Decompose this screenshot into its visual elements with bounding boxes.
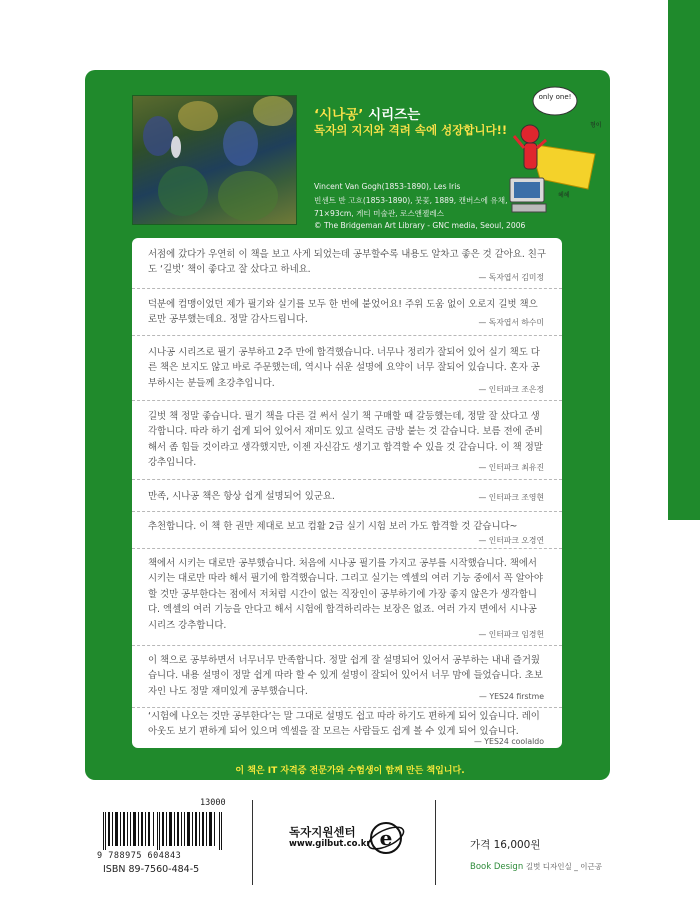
mascot-illustration bbox=[500, 84, 600, 224]
series-subtitle: 독자의 지지와 격려 속에 성장합니다!! bbox=[314, 123, 508, 137]
review-source: — YES24 coolaldo bbox=[474, 737, 544, 746]
review-item bbox=[132, 290, 562, 336]
barcode-price-code: 13000 bbox=[200, 798, 226, 808]
review-item bbox=[132, 402, 562, 480]
isbn-number: ISBN 89-7560-484-5 bbox=[103, 864, 200, 875]
series-title-quote: ‘시나공’ bbox=[314, 107, 364, 123]
review-source: — 독자엽서 김미정 bbox=[478, 273, 544, 282]
review-source: — YES24 firstme bbox=[479, 692, 544, 701]
book-design-names: 길벗 디자인실 _ 이근공 bbox=[525, 862, 603, 871]
review-item bbox=[132, 481, 562, 512]
review-item bbox=[132, 709, 562, 748]
book-design-label: Book Design bbox=[470, 862, 524, 872]
spine-green-band bbox=[668, 0, 700, 520]
review-source: — 인터파크 최유진 bbox=[478, 463, 544, 472]
publisher-e-logo-icon bbox=[366, 818, 406, 858]
review-text: ‘시험에 나오는 것만 공부한다’는 말 그대로 설명도 쉽고 따라 하기도 편하게 되어 있습니다. 레이아웃도 보기 편하게 되어 있으며 엑셀을 잘 모르는 사람들도 쉽게 볼 수 있게 되어 있습니다. bbox=[148, 711, 540, 738]
review-source: — 인터파크 조영현 bbox=[478, 493, 544, 502]
review-text: 책에서 시키는 대로만 공부했습니다. 처음에 시나공 필기를 가지고 공부를 시작했습니다. 책에서 시키는 대로만 따라 해서 필기에 합격했습니다. 그리고 실기는 엑셀의 여러 기능 중에서 꼭 알아야 할 것만 공부한다는 점에서 저처럼 시간이 없는 직장인이 공부하기에 가장 좋지 않은가 생각합니다. 엑셀의 여러 기능을 안다고 해서 시험에 합격하리라는 보장은 없죠. 여러 가지 면에서 시나공 시리즈 강추합니다. bbox=[148, 558, 543, 631]
review-source: — 인터파크 오경연 bbox=[478, 536, 544, 545]
review-text: 덕분에 컴맹이었던 제가 필기와 실기를 모두 한 번에 붙었어요! 주위 도움 없이 오로지 길벗 책으로만 공부했는데요. 정말 감사드립니다. bbox=[148, 299, 538, 326]
mascot-bubble-text: only one! bbox=[538, 93, 572, 101]
review-item bbox=[132, 647, 562, 708]
mascot-label-top: 형이 bbox=[590, 122, 602, 129]
series-title-rest: 시리즈는 bbox=[363, 107, 421, 123]
review-item bbox=[132, 513, 562, 549]
review-text: 시나공 시리즈로 필기 공부하고 2주 만에 합격했습니다. 너무나 정리가 잘되어 있어 실기 책도 다른 책은 보지도 않고 바로 주문했는데, 역시나 쉬운 설명에 요약이 너무 잘되어 있습니다. 혼자 공부하시는 분들께 초강추입니다. bbox=[148, 347, 540, 389]
review-source: — 인터파크 조은정 bbox=[478, 385, 544, 394]
book-price: 가격 16,000원 bbox=[470, 839, 541, 851]
review-text: 서점에 갔다가 우연히 이 책을 보고 사게 되었는데 공부할수록 내용도 알차고 좋은 것 같아요. 친구도 ‘길벗’ 책이 좋다고 잘 샀다고 하네요. bbox=[148, 249, 546, 276]
bottom-divider-right bbox=[435, 800, 436, 885]
svg-text:e: e bbox=[379, 826, 393, 850]
review-source: — 인터파크 임경헌 bbox=[478, 630, 544, 639]
barcode-graphic bbox=[101, 812, 225, 850]
review-text: 만족, 시나공 책은 항상 쉽게 설명되어 있군요. bbox=[148, 491, 335, 502]
publisher-name: 독자지원센터 bbox=[289, 825, 356, 839]
review-item bbox=[132, 238, 562, 289]
review-item bbox=[132, 337, 562, 401]
review-source: — 독자엽서 하수미 bbox=[478, 318, 544, 327]
mascot-label-bottom: 헤헤 bbox=[558, 192, 570, 199]
painting-credit-line3: 71×93cm, 게티 미술관, 로스앤젤레스 bbox=[314, 209, 445, 218]
barcode-ean-number: 9 788975 604843 bbox=[97, 851, 182, 861]
review-item bbox=[132, 550, 562, 646]
isbn-barcode-block bbox=[93, 798, 233, 888]
painting-credit-line2: 빈센트 반 고흐(1853-1890), 붓꽃, 1889, 캔버스에 유채, bbox=[314, 196, 508, 205]
publisher-url[interactable]: www.gilbut.co.kr bbox=[289, 839, 371, 849]
book-design-credit bbox=[470, 861, 602, 872]
painting-credit-line1: Vincent Van Gogh(1853-1890), Les Iris bbox=[314, 182, 461, 191]
review-text: 이 책으로 공부하면서 너무너무 만족합니다. 정말 쉽게 잘 설명되어 있어서 공부하는 내내 즐거웠습니다. 내용 설명이 정말 쉽게 따라 할 수 있게 설명이 잘되어 있어서 너무 맘에 들었습니다. 초보자인 나도 정말 재미있게 공부했습니다. bbox=[148, 655, 543, 697]
van-gogh-irises-painting bbox=[132, 95, 297, 225]
reviews-card bbox=[132, 238, 562, 748]
bottom-divider-left bbox=[252, 800, 253, 885]
review-text: 길벗 책 정말 좋습니다. 필기 책을 다른 걸 써서 실기 책 구매할 때 갈등했는데, 정말 잘 샀다고 생각합니다. 따라 하기 쉽게 되어 있어서 재미도 있고 실력도 금방 붙는 것 같습니다. 보름 전에 준비해서 좀 힘들 것이라고 생각했지만, 이젠 자신감도 생기고 합격할 수 있을 것 같습니다. 이 책 정말 강추입니다. bbox=[148, 411, 543, 469]
panel-footnote: 이 책은 IT 자격증 전문가와 수험생이 함께 만든 책입니다. bbox=[235, 766, 465, 776]
review-text: 추천합니다. 이 책 한 권만 제대로 보고 컴활 2급 실기 시험 보러 가도 합격할 것 같습니다~ bbox=[148, 521, 518, 532]
painting-credit-line4: © The Bridgeman Art Library - GNC media, Seoul, 2006 bbox=[314, 221, 526, 230]
